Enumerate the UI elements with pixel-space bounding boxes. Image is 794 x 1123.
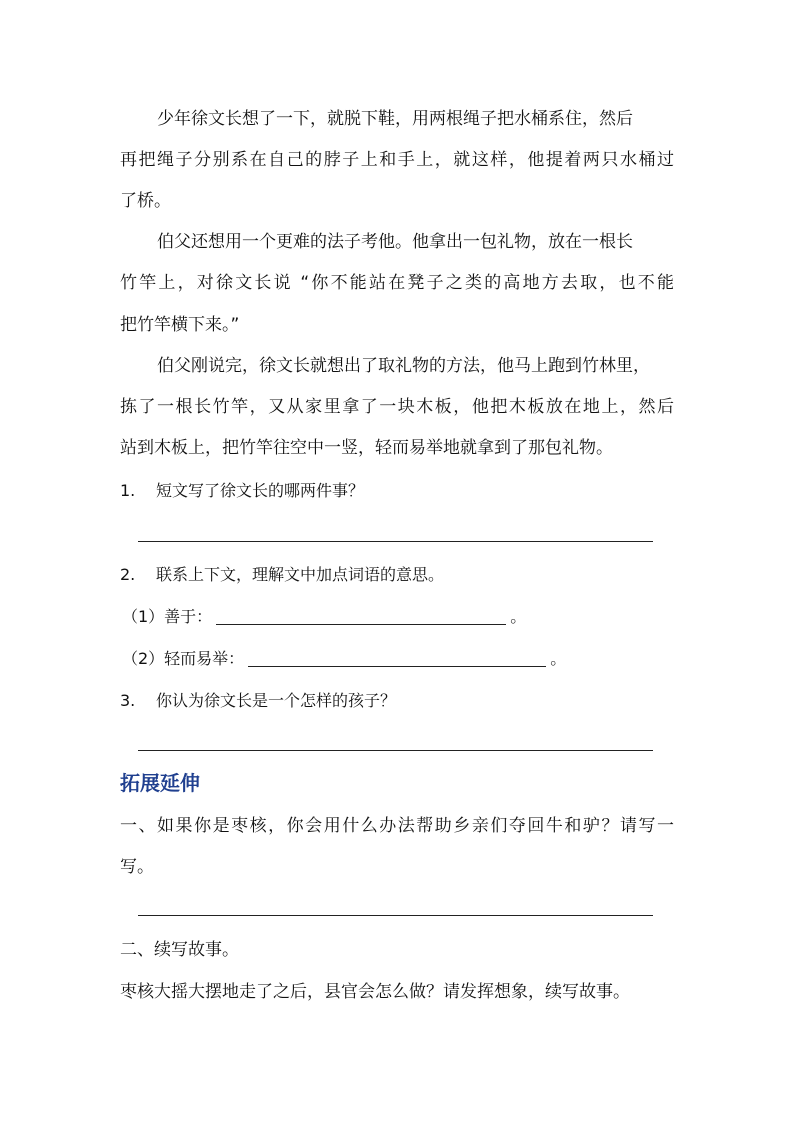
question-1 <box>120 480 364 502</box>
question-2-1-label: （1）善于： <box>122 607 213 626</box>
story-p1-line2: 再把绳子分别系在自己的脖子上和手上，就这样，他提着两只水桶过 <box>120 150 674 170</box>
question-1-number: 1. <box>120 481 136 500</box>
story-p3-line1: 伯父刚说完，徐文长就想出了取礼物的方法，他马上跑到竹林里， <box>157 356 650 376</box>
question-2-2-label: （2）轻而易举： <box>122 649 245 668</box>
question-2-1-end: 。 <box>510 607 527 626</box>
extension-heading: 拓展延伸 <box>120 771 200 795</box>
story-p1-line3: 了桥。 <box>120 191 171 211</box>
answer-blank-2-2[interactable] <box>248 650 546 667</box>
extension-task1-line2: 写。 <box>120 857 154 877</box>
answer-line-extension-1[interactable] <box>138 915 653 916</box>
story-p3-line3: 站到木板上，把竹竿往空中一竖，轻而易举地就拿到了那包礼物。 <box>120 438 613 458</box>
story-p2-line1: 伯父还想用一个更难的法子考他。他拿出一包礼物，放在一根长 <box>157 232 633 252</box>
question-2-text: 联系上下文，理解文中加点词语的意思。 <box>156 565 445 584</box>
question-2-1 <box>122 606 526 628</box>
extension-task2-text: 枣核大摇大摆地走了之后，县官会怎么做？请发挥想象，续写故事。 <box>120 982 630 1002</box>
story-p2-line3: 把竹竿横下来。” <box>120 315 240 335</box>
answer-line-3[interactable] <box>138 750 653 751</box>
extension-task2-title: 二、续写故事。 <box>120 940 239 960</box>
story-p1-line1: 少年徐文长想了一下，就脱下鞋，用两根绳子把水桶系住，然后 <box>157 109 633 129</box>
extension-task1-line1: 一、如果你是枣核，你会用什么办法帮助乡亲们夺回牛和驴？请写一 <box>120 816 674 836</box>
question-2-number: 2. <box>120 565 136 584</box>
question-2-2-end: 。 <box>550 649 567 668</box>
answer-line-1[interactable] <box>138 541 653 542</box>
answer-blank-2-1[interactable] <box>216 608 506 625</box>
story-p3-line2: 拣了一根长竹竿，又从家里拿了一块木板，他把木板放在地上，然后 <box>120 397 674 417</box>
story-p2-line2: 竹竿上，对徐文长说 “你不能站在凳子之类的高地方去取，也不能 <box>120 273 674 293</box>
question-2 <box>120 564 444 586</box>
question-3 <box>120 690 396 712</box>
question-3-text: 你认为徐文长是一个怎样的孩子？ <box>156 691 397 710</box>
question-2-2 <box>122 648 566 670</box>
question-1-text: 短文写了徐文长的哪两件事？ <box>156 481 365 500</box>
question-3-number: 3. <box>120 691 136 710</box>
